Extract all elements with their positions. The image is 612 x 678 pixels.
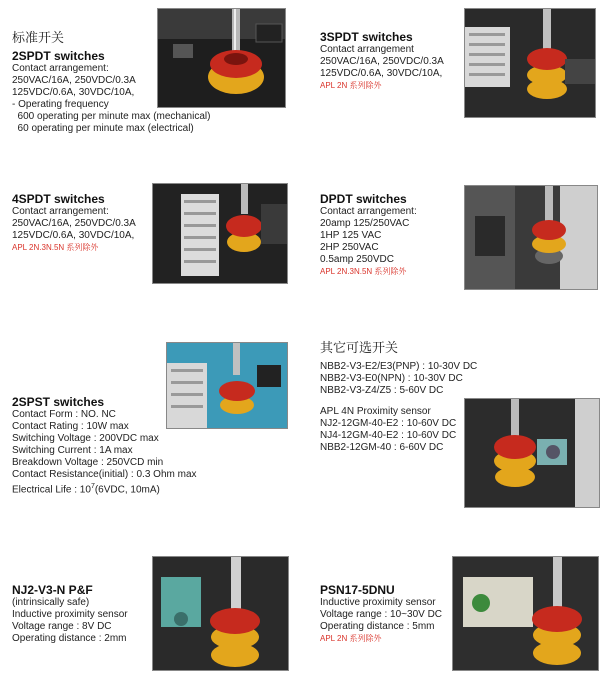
spec-line: - Operating frequency — [12, 99, 109, 110]
spec-line: NBB2-V3-E2/E3(PNP) : 10-30V DC — [320, 361, 478, 372]
title-3spdt: 3SPDT switches — [320, 30, 413, 44]
spec-line: 1HP 125 VAC — [320, 230, 382, 241]
title-dpdt: DPDT switches — [320, 192, 407, 206]
spec-line: 20amp 125/250VAC — [320, 218, 410, 229]
photo-apl4n — [464, 398, 600, 508]
photo-3spdt — [464, 8, 596, 118]
section-other — [320, 340, 477, 454]
spec-line: Inductive proximity sensor — [12, 609, 128, 620]
spec-line: (intrinsically safe) — [12, 597, 90, 608]
photo-2spdt — [157, 8, 286, 108]
spec-line: Contact arrangement — [320, 44, 414, 55]
spec-line: 250VAC/16A, 250VDC/0.3A — [12, 75, 136, 86]
spec-line: Operating distance : 5mm — [320, 621, 435, 632]
spec-line: 250VAC/16A, 250VDC/0.3A — [320, 56, 444, 67]
spec-line: 125VDC/0.6A, 30VDC/10A, — [12, 87, 135, 98]
spec-line: NJ2-12GM-40-E2 : 10-60V DC — [320, 418, 457, 429]
section-heading-standard: 标准开关 — [12, 30, 65, 45]
exclusion-note: APL 2N.3N.5N 系列除外 — [12, 243, 99, 252]
block-dpdt — [320, 192, 417, 277]
spec-line: APL 4N Proximity sensor — [320, 406, 431, 417]
photo-nj2 — [152, 556, 289, 671]
spec-line: Switching Voltage : 200VDC max — [12, 433, 159, 444]
photo-dpdt — [464, 185, 598, 290]
electrical-life-line: Electrical Life : $10^7(6VDC$, 10mA) — [12, 483, 160, 496]
spec-line: 125VDC/0.6A, 30VDC/10A, — [12, 230, 135, 241]
block-psn17 — [320, 583, 442, 644]
title-2spdt: 2SPDT switches — [12, 49, 105, 63]
spec-line: Operating distance : 2mm — [12, 633, 127, 644]
photo-4spdt — [152, 183, 288, 284]
title-psn17: PSN17-5DNU — [320, 583, 395, 597]
spec-line: Switching Current : 1A max — [12, 445, 133, 456]
section-heading-other: 其它可选开关 — [320, 340, 399, 355]
spec-line: Contact arrangement: — [320, 206, 417, 217]
spec-line: NBB2-V3-E0(NPN) : 10-30V DC — [320, 373, 463, 384]
spec-line: NBB2-V3-Z4/Z5 : 5-60V DC — [320, 385, 444, 396]
title-nj2: NJ2-V3-N P&F — [12, 583, 93, 597]
spec-line: 250VAC/16A, 250VDC/0.3A — [12, 218, 136, 229]
title-2spst: 2SPST switches — [12, 395, 105, 409]
spec-line: Voltage range : 8V DC — [12, 621, 112, 632]
spec-line: Voltage range : 10~30V DC — [320, 609, 443, 620]
spec-line: Contact arrangement: — [12, 206, 109, 217]
spec-line: NBB2-12GM-40 : 6-60V DC — [320, 442, 444, 453]
spec-line: NJ4-12GM-40-E2 : 10-60V DC — [320, 430, 457, 441]
block-2spst — [12, 395, 197, 496]
spec-line: Contact arrangement: — [12, 63, 109, 74]
exclusion-note: APL 2N 系列除外 — [320, 81, 382, 90]
spec-line: 600 operating per minute max (mechanical) — [12, 111, 211, 122]
title-4spdt: 4SPDT switches — [12, 192, 105, 206]
block-4spdt — [12, 192, 136, 253]
spec-line: Contact Form : NO. NC — [12, 409, 116, 420]
photo-psn17 — [452, 556, 599, 671]
spec-line: Contact Rating : 10W max — [12, 421, 129, 432]
spec-line: 125VDC/0.6A, 30VDC/10A, — [320, 68, 443, 79]
exclusion-note: APL 2N 系列除外 — [320, 634, 382, 643]
spec-line: Contact Resistance(initial) : 0.3 Ohm max — [12, 469, 197, 480]
block-3spdt — [320, 30, 444, 91]
block-nj2 — [12, 583, 128, 645]
spec-line: Inductive proximity sensor — [320, 597, 436, 608]
spec-line: 60 operating per minute max (electrical) — [12, 123, 194, 134]
spec-line: 0.5amp 250VDC — [320, 254, 394, 265]
exclusion-note: APL 2N.3N.5N 系列除外 — [320, 267, 407, 276]
spec-line: 2HP 250VAC — [320, 242, 379, 253]
spec-line: Breakdown Voltage : 250VCD min — [12, 457, 164, 468]
